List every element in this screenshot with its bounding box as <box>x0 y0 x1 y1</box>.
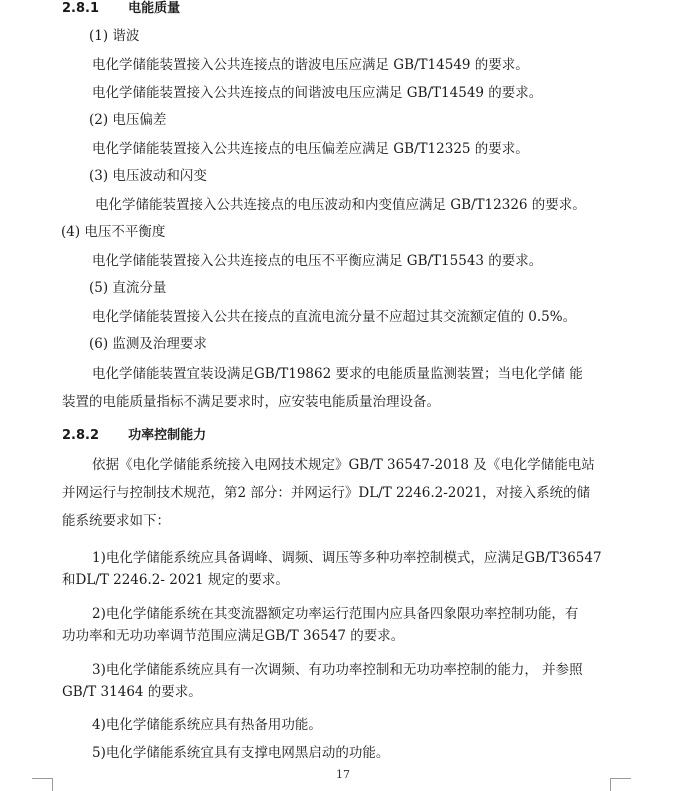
paragraph: 电化学储能装置接入公共连接点的电压不平衡应满足 GB/T15543 的要求。 <box>92 253 543 269</box>
subheading-voltage-deviation: (2) 电压偏差 <box>89 112 167 128</box>
section-heading-2-8-1 <box>62 0 180 18</box>
paragraph: 电化学储能装置接入公共连接点的电压波动和内变值应满足 GB/T12326 的要求。 <box>95 197 586 213</box>
page-corner-mark <box>32 778 53 791</box>
page-corner-mark <box>610 778 631 791</box>
paragraph: 依据《电化学储能系统接入电网技术规定》GB/T 36547-2018 及《电化学储能电站 <box>92 457 595 473</box>
list-item: 3)电化学储能系统应具有一次调频、有功功率控制和无功功率控制的能力， 并参照 <box>92 662 583 678</box>
list-item: 和DL/T 2246.2- 2021 规定的要求。 <box>62 572 289 588</box>
section-heading-2-8-2 <box>62 427 206 445</box>
subheading-dc-component: (5) 直流分量 <box>89 280 167 296</box>
paragraph: 装置的电能质量指标不满足要求时，应安装电能质量治理设备。 <box>62 394 440 410</box>
list-item: 5)电化学储能系统宜具有支撑电网黑启动的功能。 <box>92 745 390 761</box>
section-title: 功率控制能力 <box>128 428 207 443</box>
subheading-voltage-fluctuation: (3) 电压波动和闪变 <box>89 168 207 184</box>
paragraph: 电化学储能装置宜装设满足GB/T19862 要求的电能质量监测装置；当电化学储 能 <box>92 366 583 382</box>
list-item: 1)电化学储能系统应具备调峰、调频、调压等多种功率控制模式，应满足GB/T36547 <box>92 550 602 566</box>
list-item: 4)电化学储能系统应具有热备用功能。 <box>92 717 322 733</box>
list-item: 功功率和无功功率调节范围应满足GB/T 36547 的要求。 <box>62 628 405 644</box>
list-item: 2)电化学储能系统在其变流器额定功率运行范围内应具备四象限功率控制功能，有 <box>92 606 579 622</box>
list-item: GB/T 31464 的要求。 <box>62 684 202 700</box>
section-number: 2.8.1 <box>62 1 100 16</box>
page-number: 17 <box>336 768 350 781</box>
subheading-voltage-unbalance: (4) 电压不平衡度 <box>61 224 166 240</box>
paragraph: 电化学储能装置接入公共连接点的电压偏差应满足 GB/T12325 的要求。 <box>92 141 529 157</box>
paragraph: 电化学储能装置接入公共在接点的直流电流分量不应超过其交流额定值的 0.5%。 <box>92 309 577 325</box>
paragraph: 电化学储能装置接入公共连接点的谐波电压应满足 GB/T14549 的要求。 <box>92 57 529 73</box>
paragraph: 电化学储能装置接入公共连接点的间谐波电压应满足 GB/T14549 的要求。 <box>92 85 543 101</box>
paragraph: 并网运行与控制技术规范，第2 部分：并网运行》DL/T 2246.2-2021，对接入系统的储 <box>62 485 591 501</box>
section-title: 电能质量 <box>128 1 181 16</box>
subheading-monitoring: (6) 监测及治理要求 <box>89 336 207 352</box>
section-number: 2.8.2 <box>62 428 100 443</box>
subheading-harmonics: (1) 谐波 <box>89 28 140 44</box>
paragraph: 能系统要求如下： <box>62 513 170 529</box>
